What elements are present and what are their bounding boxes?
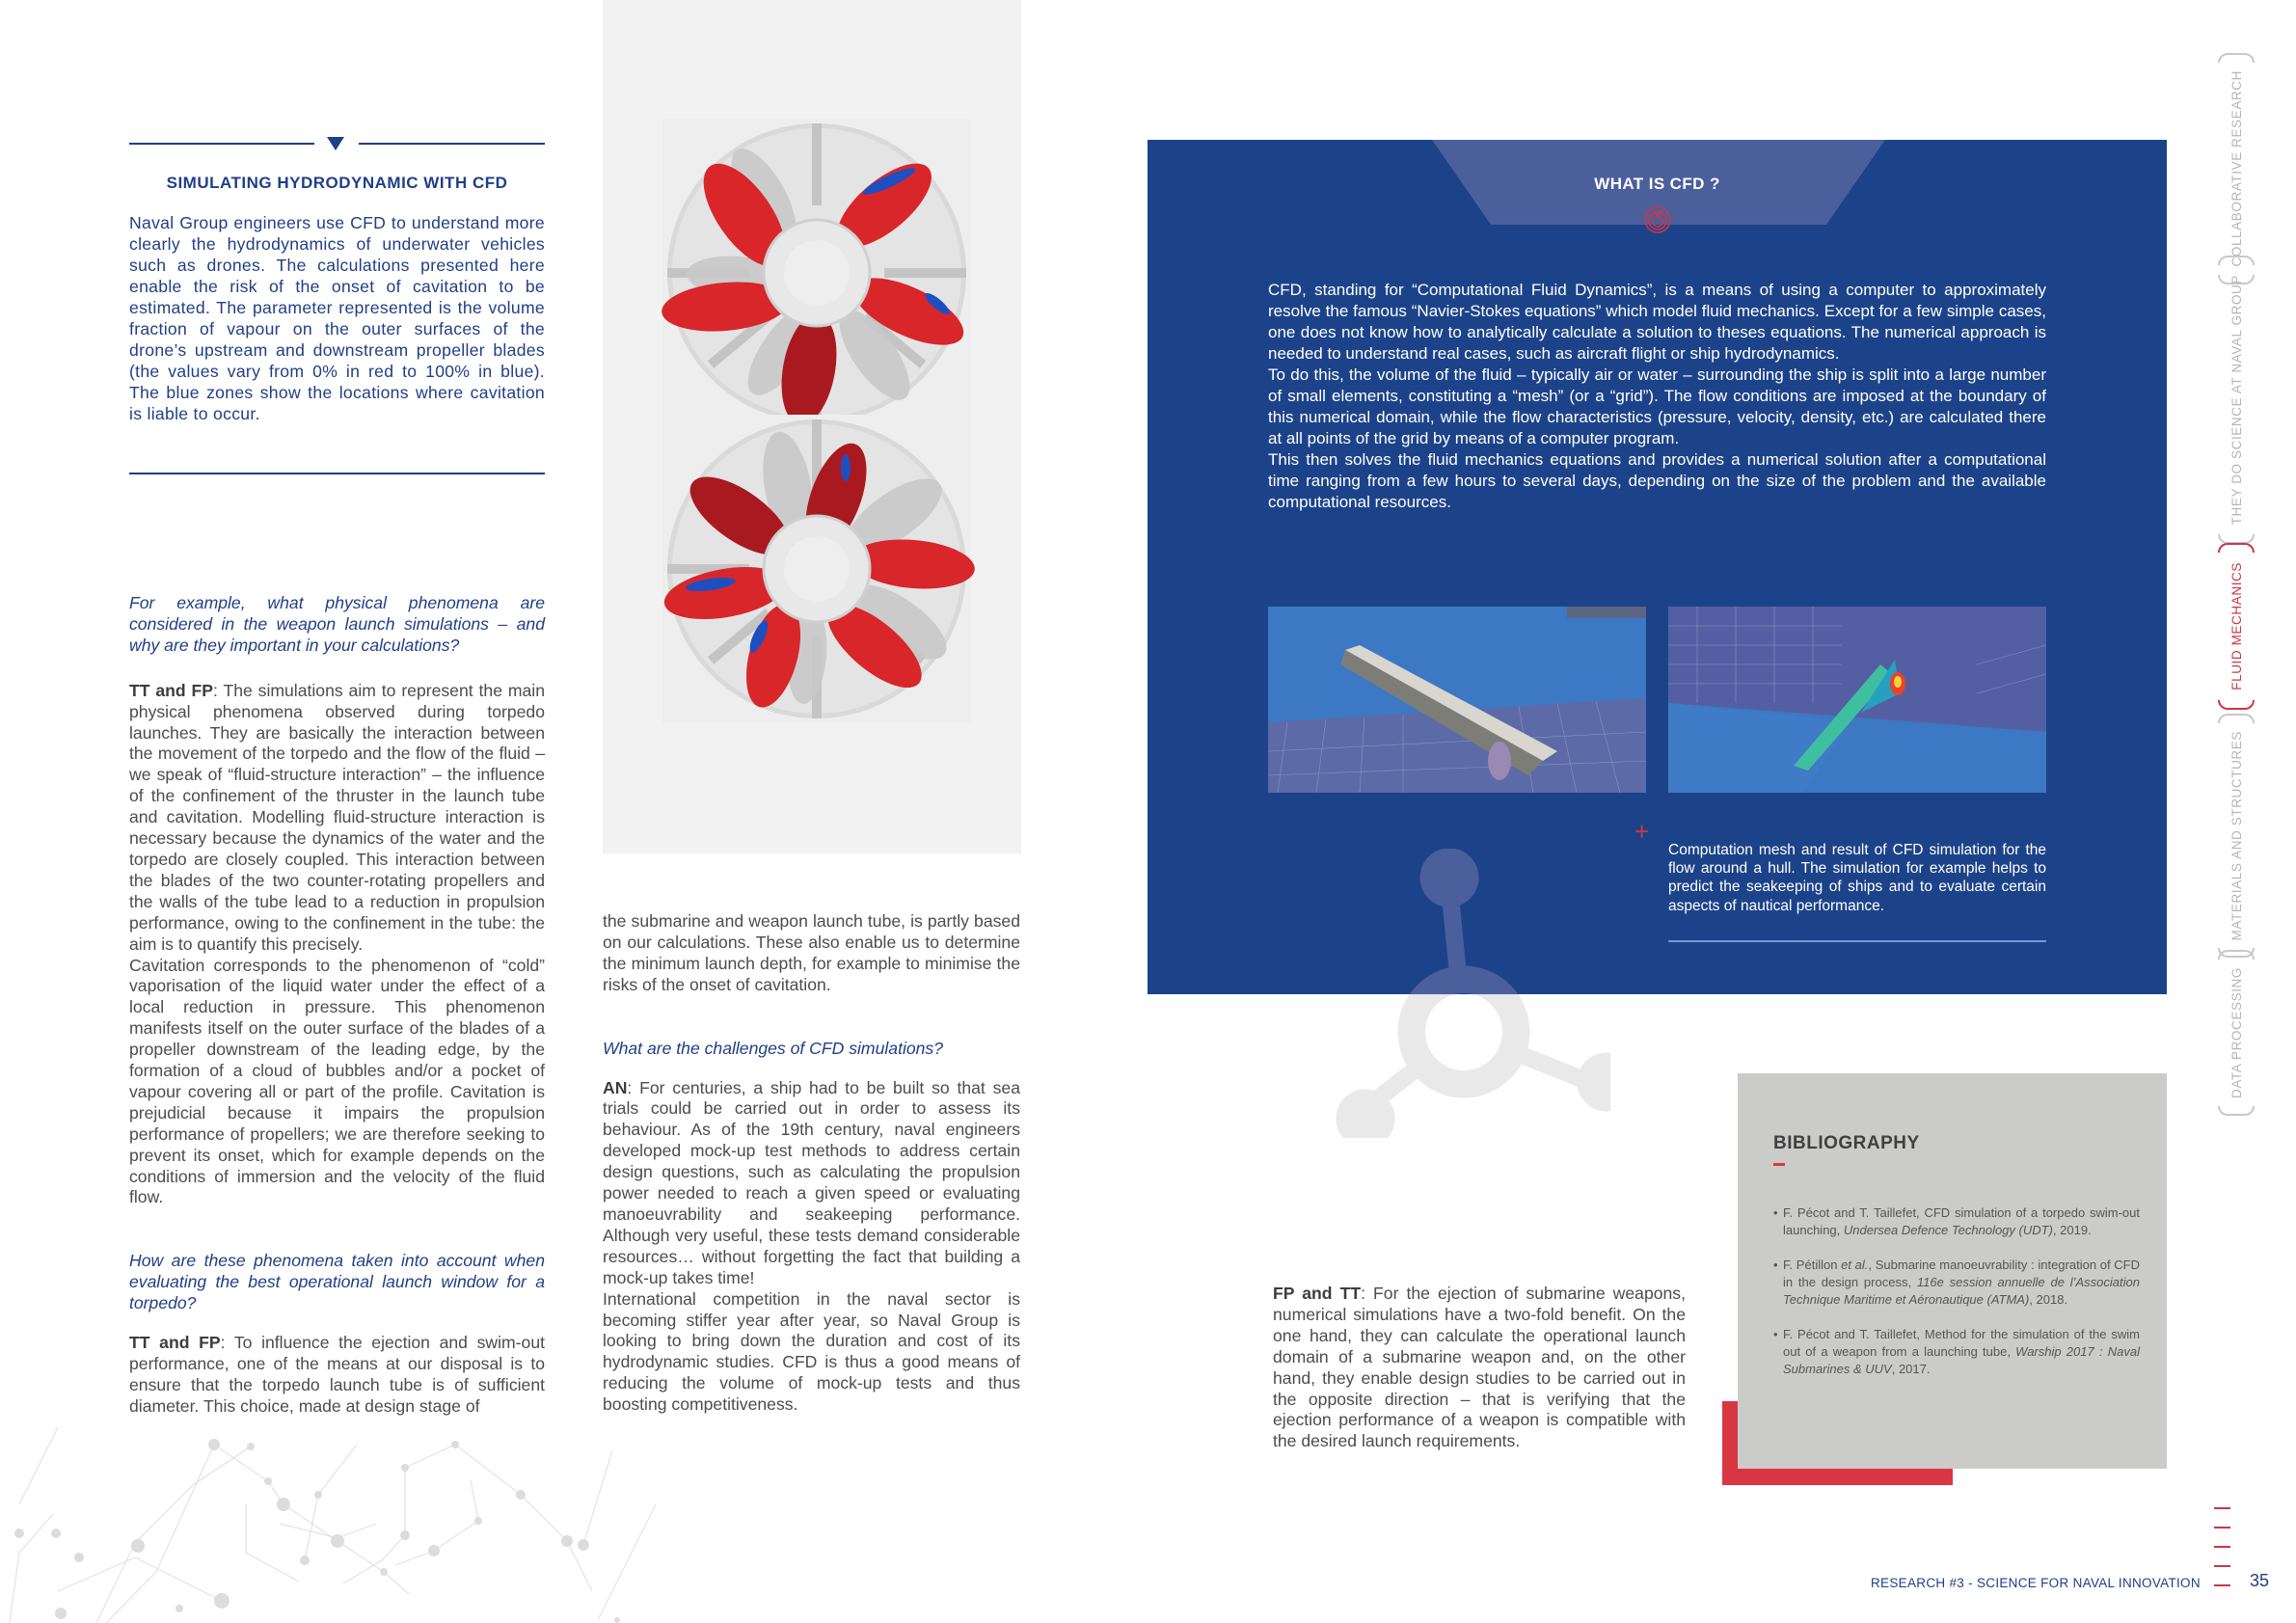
propeller-image-panel [603, 0, 1021, 853]
bibliography-item: • F. Pécot and T. Taillefet, Method for the simulation of the swim out of a weapon from a launching tube, Warship 2017 : Naval Submarines & UUV, 2017. [1773, 1326, 2140, 1378]
answer-text: : For centuries, a ship had to be built so that sea trials could be carried out in order to assess its behaviour. As of the 19th century, naval engineers developed mock-up test methods to address certain design questions, such as calculating the propulsion power needed to reach a given speed or evaluating manoeuvrability and seakeeping performance. Although very useful, these tests demand considerable resources… without forgetting the fact that building a mock-up takes time! [603, 1077, 1020, 1287]
network-decoration [0, 1389, 733, 1623]
intro-rule-left [129, 143, 314, 145]
question-launch-window: How are these phenomena taken into account when evaluating the best operational launch window for a torpedo? [129, 1251, 545, 1313]
question-challenges: What are the challenges of CFD simulations? [603, 1038, 944, 1058]
page-tick [2214, 1546, 2230, 1548]
cfd-paragraph: To do this, the volume of the fluid – typically air or water – surrounding the ship is split into a large number of small elements, constituting a “mesh” (or a “grid”). The flow conditions are imposed at the boundary of this numerical domain, while the flow characteristics (pressure, velocity, density, etc.) are calculated there at all points of the grid by means of a computer program. [1268, 365, 2046, 447]
speaker-label: AN [603, 1077, 628, 1097]
cfd-paragraph: CFD, standing for “Computational Fluid Dynamics”, is a means of using a computer to approximately resolve the famous “Navier-Stokes equations” which model fluid mechanics. Except for a few simple cases, one does not know how to analytically calculate a solution to theses equations. The numerical approach is needed to understand real cases, such as aircraft flight or ship hydrodynamics. [1268, 281, 2046, 363]
title-dash [1773, 1163, 1785, 1166]
bibliography-title: BIBLIOGRAPHY [1773, 1133, 1920, 1153]
answer-ejection [1273, 1284, 1686, 1452]
side-tab-fluid-mechanics[interactable]: FLUID MECHANICS [2214, 543, 2258, 710]
cfd-box-title: WHAT IS CFD ? [1594, 175, 1720, 193]
page-tick [2214, 1507, 2230, 1509]
caption-rule [1668, 940, 2046, 942]
bibliography-item: • F. Pétillon et al., Submarine manoeuvrability : integration of CFD in the design process, 116e session annuelle de l’Association Technique Maritime et Aéronautique (ATMA), 2018. [1773, 1257, 2140, 1309]
bibliography-item: • F. Pécot and T. Taillefet, CFD simulation of a torpedo swim-out launching, Undersea Defence Technology (UDT), 2019. [1773, 1204, 2140, 1239]
hull-mesh-image [1268, 607, 1646, 793]
cfd-paragraph: This then solves the fluid mechanics equations and provides a numerical solution after a computational time ranging from a few hours to several days, depending on the size of the problem and the available computational resources. [1268, 450, 2046, 511]
column-3 [1273, 1284, 1686, 1452]
figure-caption: Computation mesh and result of CFD simulation for the flow around a hull. The simulation for example helps to predict the seakeeping of ships and to evaluate certain aspects of nautical performance. [1668, 842, 2046, 914]
molecule-decoration-overlay [1321, 849, 1610, 994]
page-tick [2214, 1584, 2230, 1586]
side-tab-they-do-science[interactable]: THEY DO SCIENCE AT NAVAL GROUP [2214, 256, 2258, 544]
side-tab-materials-structures[interactable]: MATERIALS AND STRUCTURES [2214, 714, 2258, 958]
page-tick [2214, 1527, 2230, 1528]
hull-pressure-result-image [1668, 607, 2046, 793]
speaker-label: TT and FP [129, 1333, 221, 1353]
side-tab-collaborative-research[interactable]: COLLABORATIVE RESEARCH [2214, 53, 2258, 284]
what-is-cfd-box [1148, 140, 2167, 994]
answer-cavitation: Cavitation corresponds to the phenomenon of “cold” vaporisation of the liquid water under the effect of a local reduction in pressure. This phenomenon manifests itself on the outer surface of the blades of a propeller downstream of the leading edge, by the formation of a cloud of bubbles and/or a pocket of vapour covering all or part of the profile. Cavitation is prejudicial because it impairs the propulsion performance of propellers; we are therefore seeking to prevent its onset, which for example depends on the conditions of immersion and the velocity of the fluid flow. [129, 955, 545, 1207]
bibliography-list [1773, 1204, 2140, 1395]
answer-competition: International competition in the naval sector is becoming stiffer year after year, so Naval Group is looking to bring down the duration and cost of its hydrodynamic studies. CFD is thus a good means of reducing the volume of mock-up tests and thus boosting competitiveness. [603, 1288, 1020, 1415]
triangle-down-icon [327, 137, 344, 150]
intro-rule-right [359, 143, 545, 145]
publication-title: RESEARCH #3 - SCIENCE FOR NAVAL INNOVATION [1871, 1576, 2201, 1590]
answer-text: : For the ejection of submarine weapons, numerical simulations have a two-fold benefit. On the one hand, they can calculate the operational launch domain of a submarine weapon and, on the other hand, they enable design studies to be carried out in the opposite direction – that is verifying that the ejection performance of a weapon is compatible with the desired launch requirements. [1273, 1284, 1686, 1451]
speaker-label: TT and FP [129, 680, 214, 700]
propeller-upstream-image [603, 0, 1021, 853]
intro-title: SIMULATING HYDRODYNAMIC WITH CFD [166, 174, 508, 192]
answer-physical-phenomena [129, 681, 545, 956]
intro-bottom-rule [129, 473, 545, 474]
side-tab-data-processing[interactable]: DATA PROCESSING [2214, 950, 2258, 1116]
answer-launch-window [129, 1333, 545, 1418]
question-physical-phenomena: For example, what physical phenomena are considered in the weapon launch simulations – and why are they important in your calculations? [129, 593, 545, 655]
page-tick [2214, 1565, 2230, 1567]
cfd-box-text [1268, 280, 2046, 513]
page-number: 35 [2250, 1571, 2270, 1590]
column-1 [129, 593, 545, 1418]
speaker-label: FP and TT [1273, 1284, 1362, 1303]
plus-icon: + [1634, 817, 1650, 846]
answer-text: : To influence the ejection and swim-out performance, one of the means at our disposal is to ensure that the torpedo launch tube is of sufficient diameter. This choice, made at design stage of [129, 1333, 546, 1416]
column-2 [603, 911, 1020, 1416]
bibliography-box [1738, 1073, 2167, 1469]
target-icon [1643, 205, 1672, 234]
intro-text: Naval Group engineers use CFD to understand more clearly the hydrodynamics of underwater vehicles such as drones. The calculations presented here enable the risk of the onset of cavitation to be estimated. The parameter represented is the volume fraction of vapour on the outer surfaces of the drone’s upstream and downstream propeller blades (the values vary from 0% in red to 100% in blue). The blue zones show the locations where cavitation is liable to occur. [129, 213, 545, 423]
answer-text: : The simulations aim to represent the main physical phenomena observed during torpedo launches. They are basically the interaction between the movement of the torpedo and the flow of the fluid – we speak of “fluid-structure interaction” – the influence of the confinement of the thruster in the launch tube and cavitation. Modelling fluid-structure interaction is necessary because the dynamics of the water and the torpedo are closely coupled. This interaction between the blades of the two counter-rotating propellers and the walls of the tube lead to a reduction in propulsion performance, owing to the confinement in the tube: the aim is to quantify this precisely. [129, 680, 545, 954]
answer-challenges [603, 1078, 1020, 1289]
answer-continuation: the submarine and weapon launch tube, is partly based on our calculations. These also enable us to determine the minimum launch depth, for example to minimise the risks of the onset of cavitation. [603, 911, 1020, 994]
